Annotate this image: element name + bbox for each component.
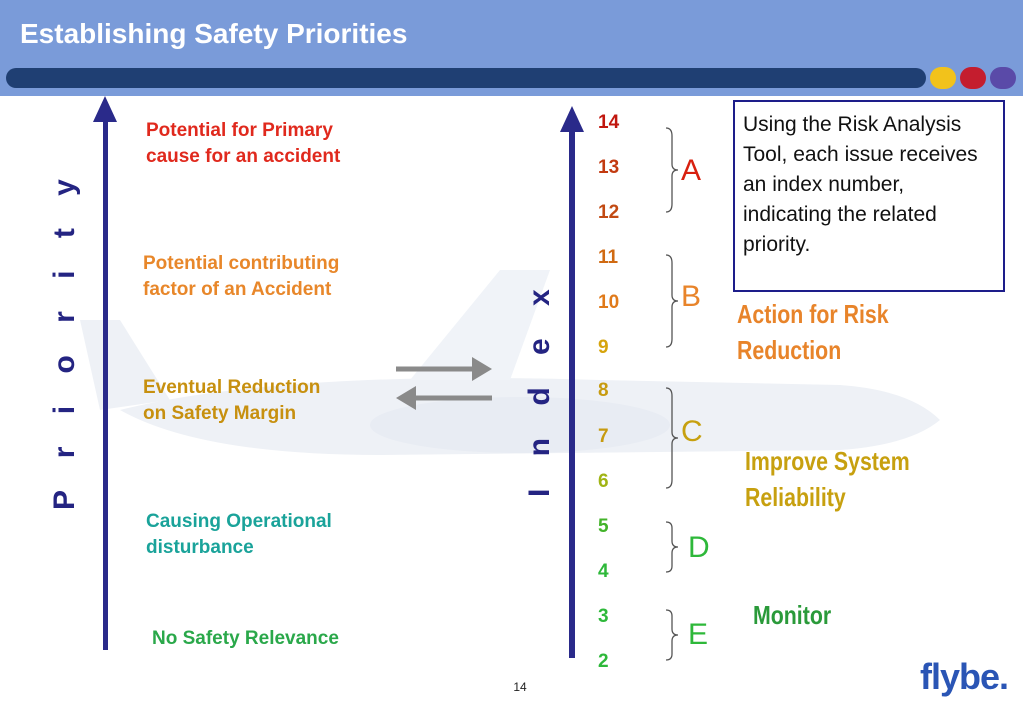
- priority-level-5: [152, 626, 339, 652]
- action-monitor-line1: Monitor: [753, 600, 832, 630]
- group-a-brace: [664, 126, 680, 214]
- group-letter-e: E: [688, 618, 709, 651]
- index-number: 2: [598, 651, 609, 672]
- purple-dot-icon: [990, 67, 1016, 89]
- group-letter-b: B: [681, 280, 702, 313]
- index-number: 8: [598, 380, 609, 401]
- index-number: 14: [598, 112, 620, 133]
- action-risk-reduction-line1: Action for Risk: [737, 299, 889, 329]
- priority-level-2-line2: factor of an Accident: [143, 279, 332, 300]
- priority-axis-label: P r i o r i t y: [48, 167, 81, 510]
- priority-level-1-line2: cause for an accident: [146, 146, 341, 167]
- priority-level-2-line1: Potential contributing: [143, 253, 340, 274]
- group-letter-c: C: [681, 415, 703, 448]
- group-c-brace: [664, 386, 680, 490]
- title-bar: [6, 68, 926, 88]
- info-box: Using the Risk Analysis Tool, each issue receives an index number, indicating the related priority.: [733, 100, 1005, 292]
- index-number: 4: [598, 561, 609, 582]
- priority-level-1-line1: Potential for Primary: [146, 120, 333, 141]
- page-number: 14: [513, 680, 527, 694]
- slide-title: Establishing Safety Priorities: [20, 18, 408, 49]
- action-improve-reliability-line2: Reliability: [745, 482, 846, 512]
- index-number: 11: [598, 247, 619, 268]
- logo-text: flybe: [920, 656, 1000, 697]
- priority-level-3-line2: on Safety Margin: [143, 403, 297, 424]
- priority-axis-arrowhead: [93, 96, 117, 122]
- priority-level-1: [146, 118, 340, 170]
- priority-level-3: [143, 375, 320, 427]
- logo-dot: .: [999, 656, 1009, 697]
- action-risk-reduction: [737, 296, 889, 368]
- priority-axis-line: [103, 118, 108, 650]
- index-number: 9: [598, 337, 609, 358]
- index-axis-label: I n d e x: [523, 277, 556, 497]
- action-monitor: [753, 597, 831, 633]
- priority-level-4: [146, 509, 332, 561]
- yellow-dot-icon: [930, 67, 956, 89]
- index-axis-arrowhead: [560, 106, 584, 132]
- priority-level-2: [143, 251, 339, 303]
- red-dot-icon: [960, 67, 986, 89]
- priority-level-5-line1: No Safety Relevance: [152, 628, 339, 649]
- group-d-brace: [664, 520, 680, 574]
- index-number: 5: [598, 516, 609, 537]
- group-e-brace: [664, 608, 680, 662]
- priority-level-4-line2: disturbance: [146, 537, 254, 558]
- index-number: 10: [598, 292, 620, 313]
- group-letter-a: A: [681, 154, 702, 187]
- priority-level-3-line1: Eventual Reduction: [143, 377, 321, 398]
- index-number: 6: [598, 471, 609, 492]
- index-number: 13: [598, 157, 620, 178]
- group-letter-d: D: [688, 531, 710, 564]
- index-number: 7: [598, 426, 609, 447]
- priority-level-4-line1: Causing Operational: [146, 511, 332, 532]
- action-risk-reduction-line2: Reduction: [737, 335, 842, 365]
- index-axis-line: [569, 128, 575, 658]
- index-number: 3: [598, 606, 609, 627]
- group-b-brace: [664, 253, 680, 349]
- flybe-logo: [920, 656, 1008, 698]
- action-improve-reliability: [745, 443, 910, 515]
- swap-arrows-icon: [392, 352, 497, 412]
- index-number: 12: [598, 202, 620, 223]
- action-improve-reliability-line1: Improve System: [745, 446, 910, 476]
